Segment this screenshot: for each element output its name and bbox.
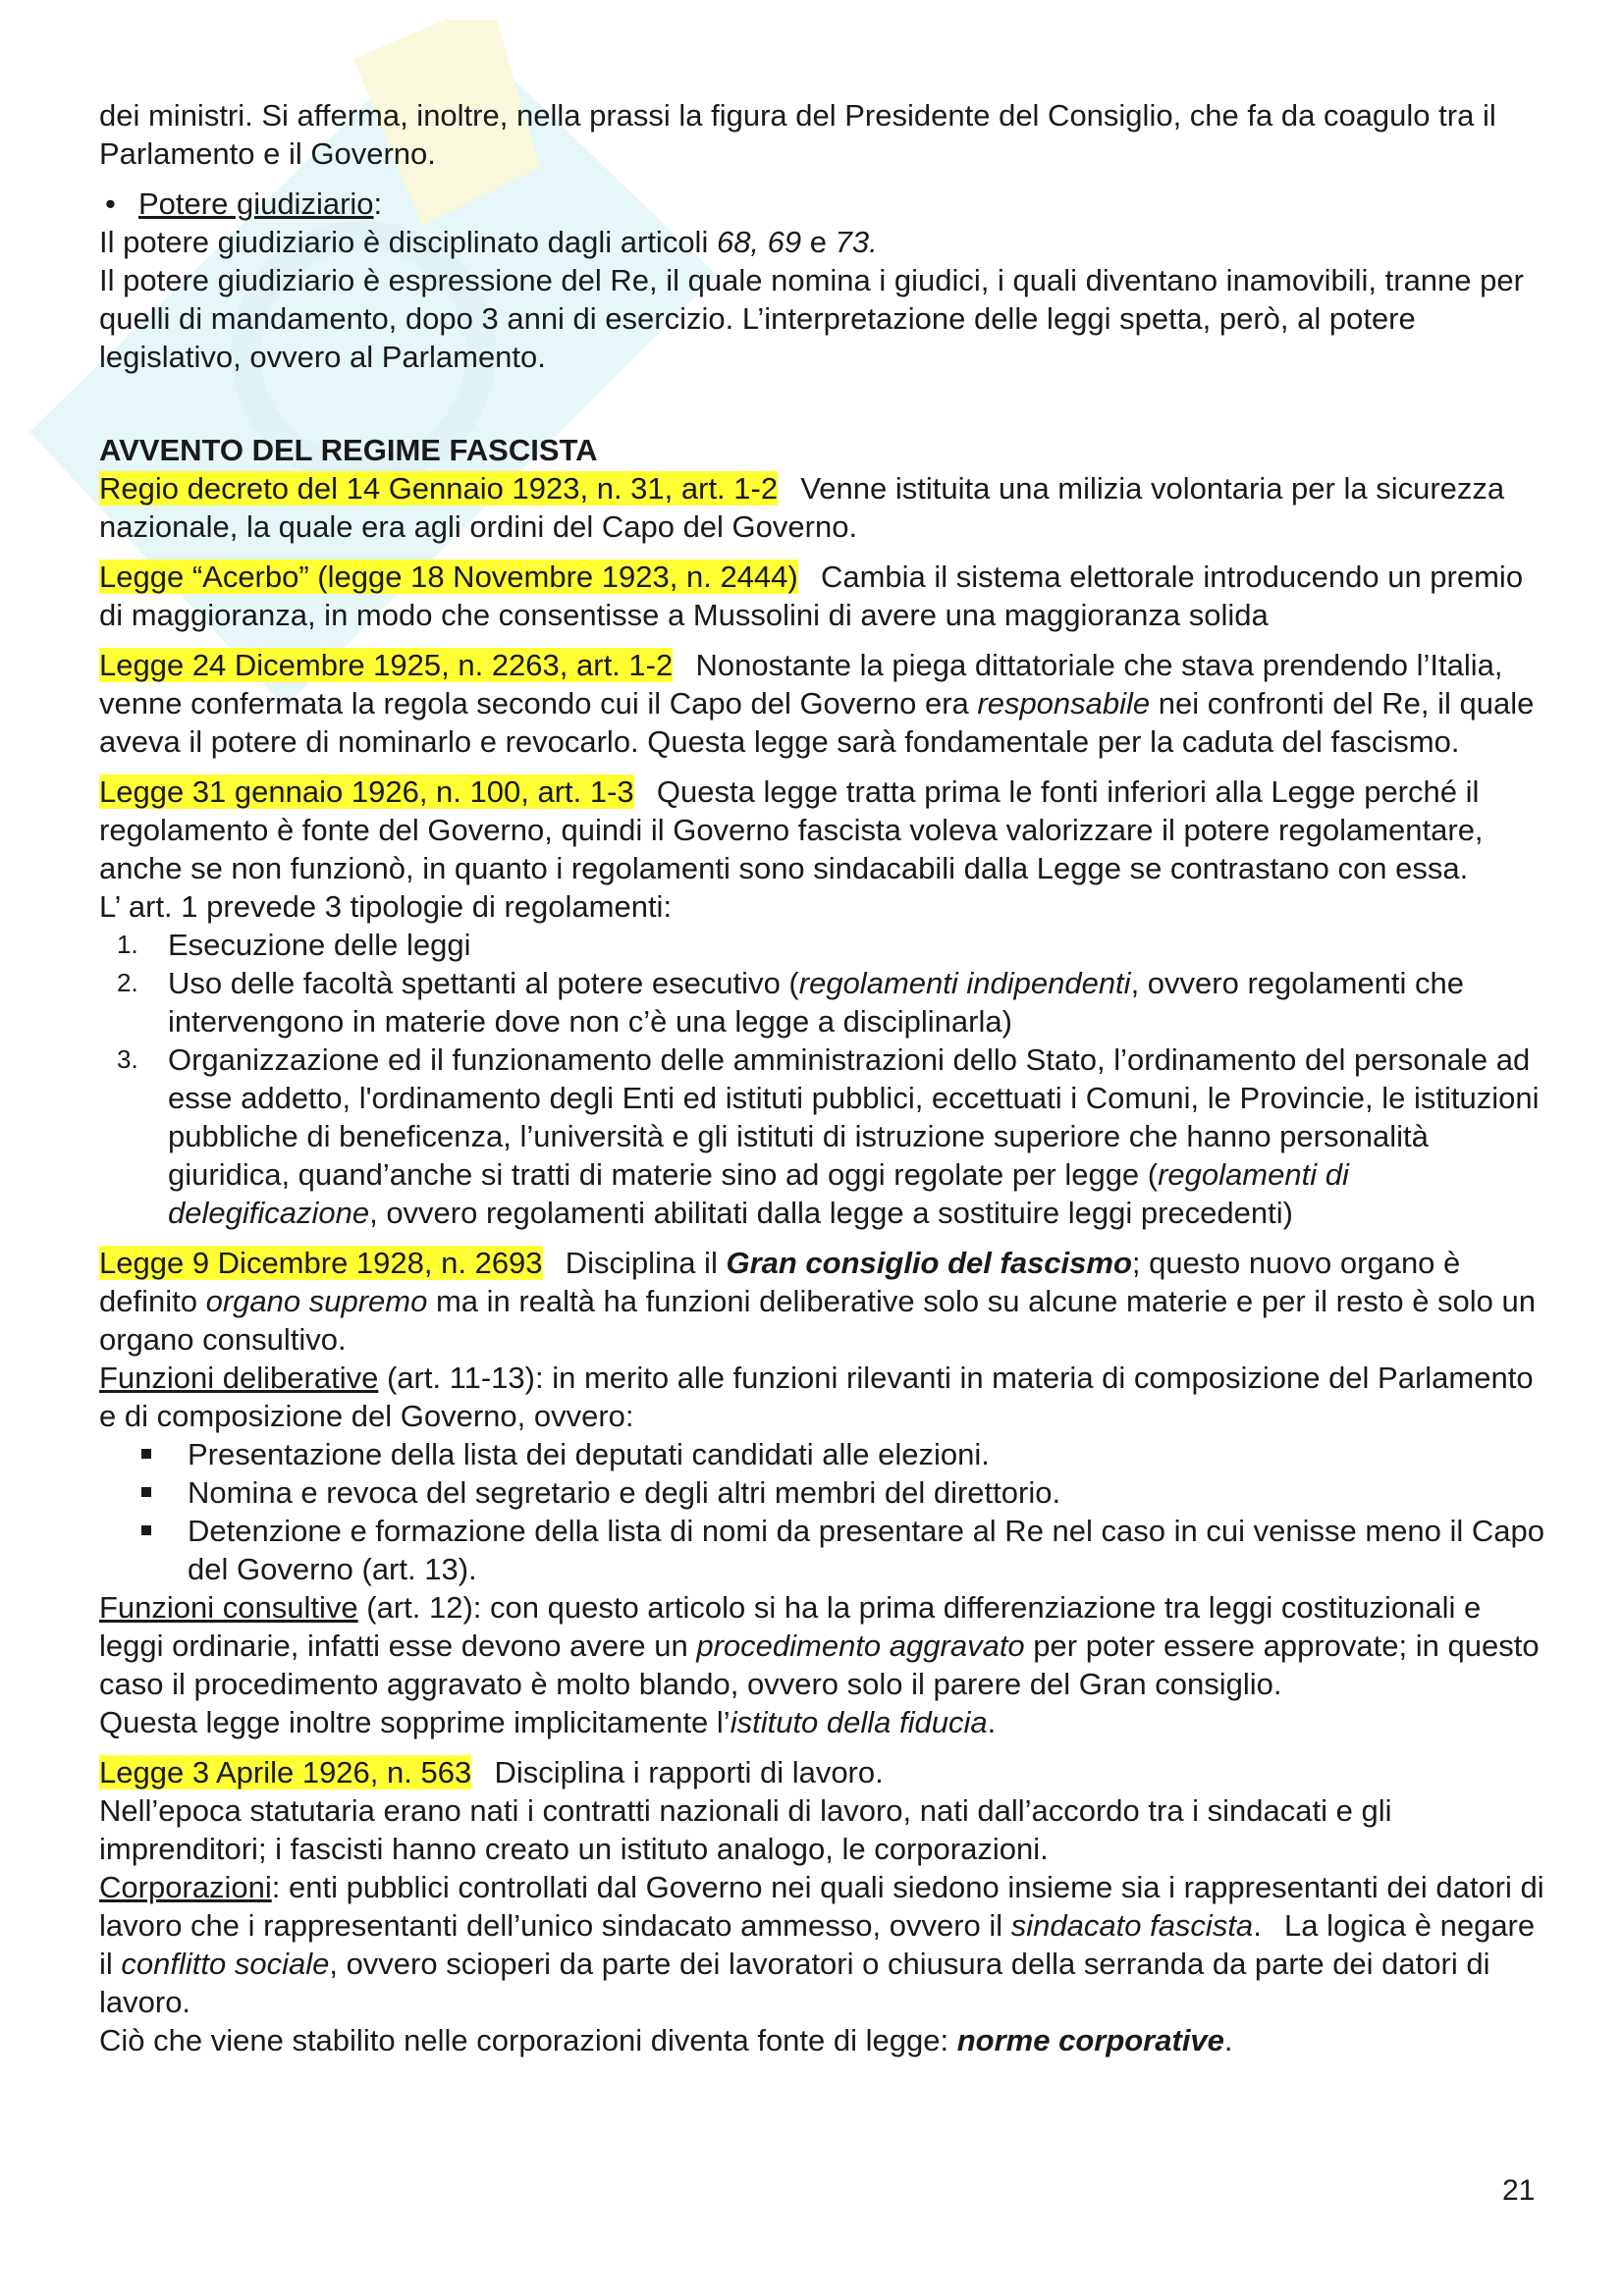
section-potere-giudiziario <box>99 185 1552 376</box>
highlighted-law: Legge 9 Dicembre 1928, n. 2693 <box>99 1246 543 1280</box>
list-item: 3. Organizzazione ed il funzionamento delle amministrazioni dello Stato, l’ordinamento del personale ad esse addetto, l'ordinamento degli Enti ed istituti pubblici, eccettuati i Comuni, le Provincie, le istituzioni pubbliche di beneficenza, l’università e gli istituti di istruzione superiore che hanno personalità giuridica, quand’anche si tratti di materie sino ad oggi regolate per legge (regolamenti di delegificazione, ovvero regolamenti abilitati dalla legge a sostituire leggi precedenti) <box>117 1042 1540 1230</box>
highlighted-law: Legge 3 Aprile 1926, n. 563 <box>99 1755 472 1789</box>
list-item: Presentazione della lista dei deputati candidati alle elezioni. <box>99 1435 1552 1473</box>
paragraph-funzioni-consultive: Funzioni consultive (art. 12): con questo articolo si ha la prima differenziazione tra leggi costituzionali e leggi ordinarie, infatti esse devono avere un procedimento aggravato per poter essere approvate; in questo caso il procedimento aggravato è molto blando, ovvero solo il parere del Gran consiglio. <box>99 1590 1540 1701</box>
deliberative-list <box>99 1435 1552 1588</box>
page-number: 21 <box>1502 2174 1536 2207</box>
paragraph-legge-1925: Legge 24 Dicembre 1925, n. 2263, art. 1-2 Nonostante la piega dittatoriale che stava prendendo l’Italia, venne confermata la regola secondo cui il Capo del Governo era responsabile nei confronti del Re, il quale aveva il potere di nominarlo e revocarlo. Questa legge sarà fondamentale per la caduta del fascismo. <box>99 648 1535 759</box>
list-item: 2. Uso delle facoltà spettanti al potere esecutivo (regolamenti indipendenti, ovvero regolamenti che intervengono in materie dove non c’è una legge a disciplinarla) <box>117 966 1465 1039</box>
paragraph-norme-corporative: Ciò che viene stabilito nelle corporazioni diventa fonte di legge: norme corporative. <box>99 2023 1233 2057</box>
list-item: • Potere giudiziario: <box>105 187 383 221</box>
paragraph-legge-1928: Legge 9 Dicembre 1928, n. 2693 Disciplina il Gran consiglio del fascismo; questo nuovo organo è definito organo supremo ma in realtà ha funzioni deliberative solo su alcune materie e per il resto è solo un organo consultivo. <box>99 1246 1537 1357</box>
list-item: Detenzione e formazione della lista di nomi da presentare al Re nel caso in cui venisse meno il Capo del Governo (art. 13). <box>99 1512 1552 1588</box>
funzioni-consultive-label: Funzioni consultive <box>99 1590 358 1625</box>
paragraph-corporazioni: Corporazioni: enti pubblici controllati dal Governo nei quali siedono insieme sia i rappresentanti dei datori di lavoro che i rappresentanti dell’unico sindacato ammesso, ovvero il sindacato fascista. La logica è negare il conflitto sociale, ovvero scioperi da parte dei lavoratori o chiusura della serranda da parte dei datori di lavoro. <box>99 1870 1544 2019</box>
paragraph-ministri: dei ministri. Si afferma, inoltre, nella prassi la figura del Presidente del Consiglio, che fa da coagulo tra il Parlamento e il Governo. <box>99 98 1496 171</box>
section-rapporti-lavoro <box>99 1753 1552 2059</box>
page-content <box>99 96 1552 2059</box>
paragraph-funzioni-deliberative: Funzioni deliberative (art. 11-13): in merito alle funzioni rilevanti in materia di composizione del Parlamento e di composizione del Governo, ovvero: <box>99 1361 1534 1433</box>
corporazioni-label: Corporazioni <box>99 1870 272 1904</box>
regolamenti-list <box>99 926 1552 1232</box>
potere-giudiziario-label: Potere giudiziario <box>138 187 374 221</box>
square-bullet-icon <box>141 1487 151 1497</box>
funzioni-deliberative-label: Funzioni deliberative <box>99 1361 379 1395</box>
paragraph-giudiziario-re: Il potere giudiziario è espressione del Re, il quale nomina i giudici, i quali diventano inamovibili, tranne per quelli di mandamento, dopo 3 anni di esercizio. L’interpretazione delle leggi spetta, però, al potere legislativo, ovvero al Parlamento. <box>99 263 1524 374</box>
paragraph-epoca-statutaria: Nell’epoca statutaria erano nati i contratti nazionali di lavoro, nati dall’accordo tra i sindacati e gli imprenditori; i fascisti hanno creato un istituto analogo, le corporazioni. <box>99 1793 1392 1866</box>
paragraph-fiducia: Questa legge inoltre sopprime implicitamente l’istituto della fiducia. <box>99 1705 997 1739</box>
section-gran-consiglio <box>99 1244 1552 1741</box>
paragraph-legge-1926-lavoro: Legge 3 Aprile 1926, n. 563 Disciplina i rapporti di lavoro. <box>99 1755 884 1789</box>
highlighted-law: Legge “Acerbo” (legge 18 Novembre 1923, n. 2444) <box>99 560 798 594</box>
paragraph-regio-decreto: Regio decreto del 14 Gennaio 1923, n. 31, art. 1-2 Venne istituita una milizia volontaria per la sicurezza nazionale, la quale era agli ordini del Capo del Governo. <box>99 471 1505 544</box>
highlighted-law: Legge 24 Dicembre 1925, n. 2263, art. 1-2 <box>99 648 674 682</box>
highlighted-law: Regio decreto del 14 Gennaio 1923, n. 31, art. 1-2 <box>99 471 779 506</box>
bullet-marker: • <box>105 187 116 221</box>
paragraph-art1-intro: L’ art. 1 prevede 3 tipologie di regolamenti: <box>99 889 673 924</box>
highlighted-law: Legge 31 gennaio 1926, n. 100, art. 1-3 <box>99 774 634 809</box>
section-heading: AVVENTO DEL REGIME FASCISTA <box>99 433 598 467</box>
list-item: 1. Esecuzione delle leggi <box>117 928 471 962</box>
section-legge-1926 <box>99 773 1552 1232</box>
square-bullet-icon <box>141 1449 151 1459</box>
paragraph-legge-1926: Legge 31 gennaio 1926, n. 100, art. 1-3 Questa legge tratta prima le fonti inferiori alla Legge perché il regolamento è fonte del Governo, quindi il Governo fascista voleva valorizzare il potere regolamentare, anche se non funzionò, in quanto i regolamenti sono sindacabili dalla Legge se contrastano con essa. <box>99 774 1484 885</box>
paragraph-legge-acerbo: Legge “Acerbo” (legge 18 Novembre 1923, n. 2444) Cambia il sistema elettorale introducendo un premio di maggioranza, in modo che consentisse a Mussolini di avere una maggioranza solida <box>99 560 1524 632</box>
paragraph-giudiziario-articoli: Il potere giudiziario è disciplinato dagli articoli 68, 69 e 73. <box>99 225 878 259</box>
square-bullet-icon <box>141 1525 151 1535</box>
list-item: Nomina e revoca del segretario e degli altri membri del direttorio. <box>99 1473 1552 1512</box>
